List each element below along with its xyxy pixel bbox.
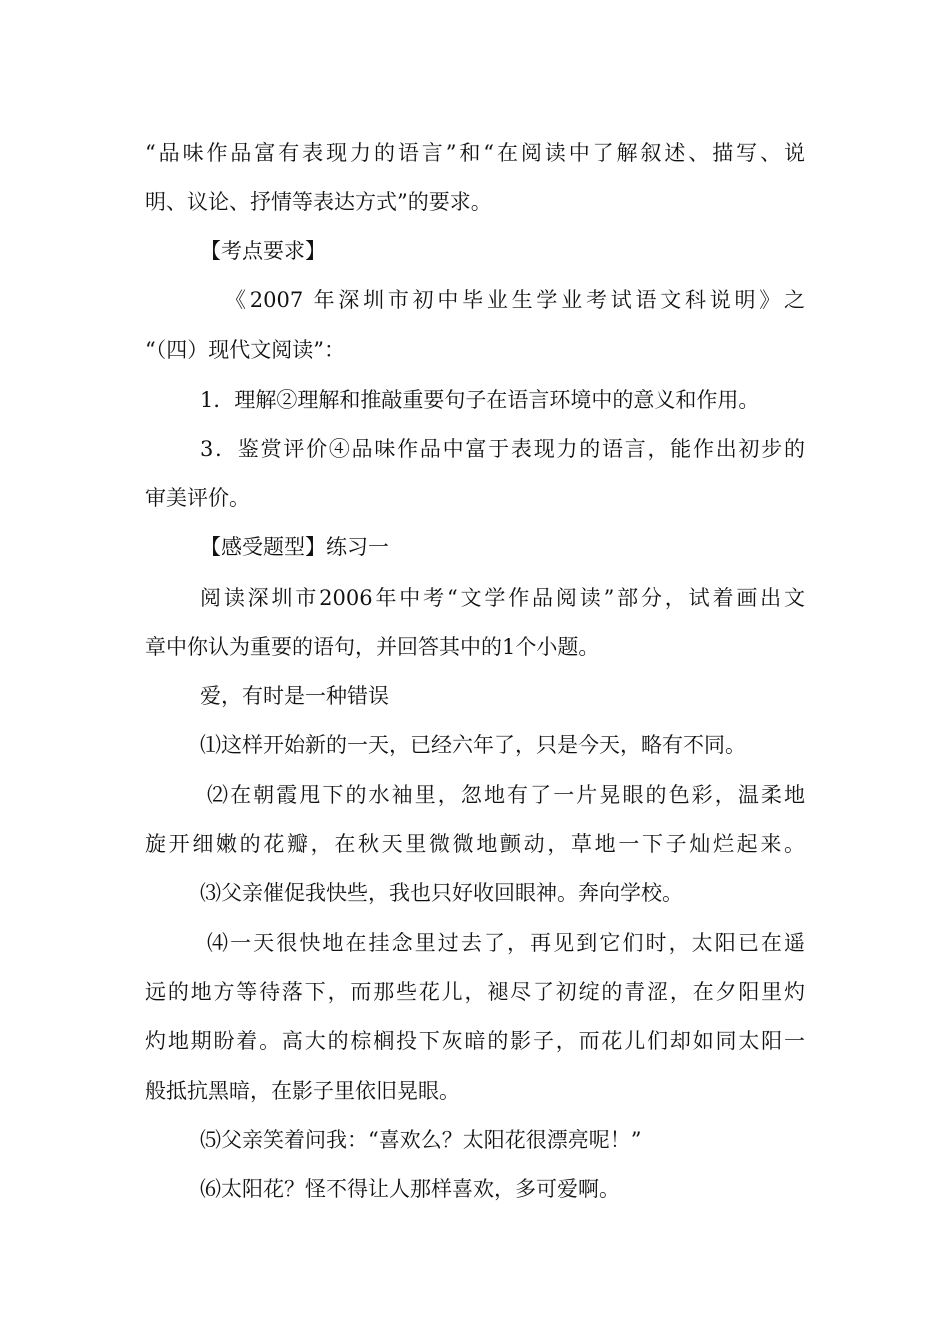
paragraph-line: ⑴这样开始新的一天，已经六年了，只是今天，略有不同。 [200, 733, 746, 757]
paragraph-line: 般抵抗黑暗，在影子里依旧晃眼。 [145, 1079, 460, 1103]
paragraph-line: 明、议论、抒情等表达方式”的要求。 [145, 190, 492, 214]
paragraph-line: 章中你认为重要的语句，并回答其中的1个小题。 [145, 635, 600, 659]
list-item: 3．鉴赏评价④品味作品中富于表现力的语言，能作出初步的 [200, 437, 805, 461]
paragraph-line: 灼地期盼着。高大的棕榈投下灰暗的影子，而花儿们却如同太阳一 [145, 1029, 805, 1053]
paragraph-line: ⑵在朝霞甩下的水袖里，忽地有了一片晃眼的色彩，温柔地 [207, 783, 805, 807]
paragraph-line: ⑹太阳花？怪不得让人那样喜欢，多可爱啊。 [200, 1177, 620, 1201]
article-title: 爱，有时是一种错误 [200, 684, 389, 708]
paragraph-line: ⑷一天很快地在挂念里过去了，再见到它们时，太阳已在遥 [207, 931, 805, 955]
paragraph-line: ⑶父亲催促我快些，我也只好收回眼神。奔向学校。 [200, 881, 683, 905]
paragraph-line: “（四）现代文阅读”： [145, 338, 345, 362]
paragraph-line: 《2007 年深圳市初中毕业生学业考试语文科说明》之 [225, 288, 805, 312]
list-item: 1．理解②理解和推敲重要句子在语言环境中的意义和作用。 [200, 388, 760, 412]
section-heading: 【考点要求】 [200, 239, 326, 263]
paragraph-line: 审美评价。 [145, 486, 250, 510]
paragraph-line: 旋开细嫩的花瓣，在秋天里微微地颤动，草地一下子灿烂起来。 [145, 832, 805, 856]
paragraph-line: ⑸父亲笑着问我：“喜欢么？太阳花很漂亮呢！” [200, 1128, 642, 1152]
section-heading: 【感受题型】练习一 [200, 535, 389, 559]
paragraph-line: 远的地方等待落下，而那些花儿，褪尽了初绽的青涩，在夕阳里灼 [145, 980, 805, 1004]
paragraph-line: “品味作品富有表现力的语言”和“在阅读中了解叙述、描写、说 [145, 141, 805, 165]
paragraph-line: 阅读深圳市2006年中考“文学作品阅读”部分，试着画出文 [200, 586, 805, 610]
